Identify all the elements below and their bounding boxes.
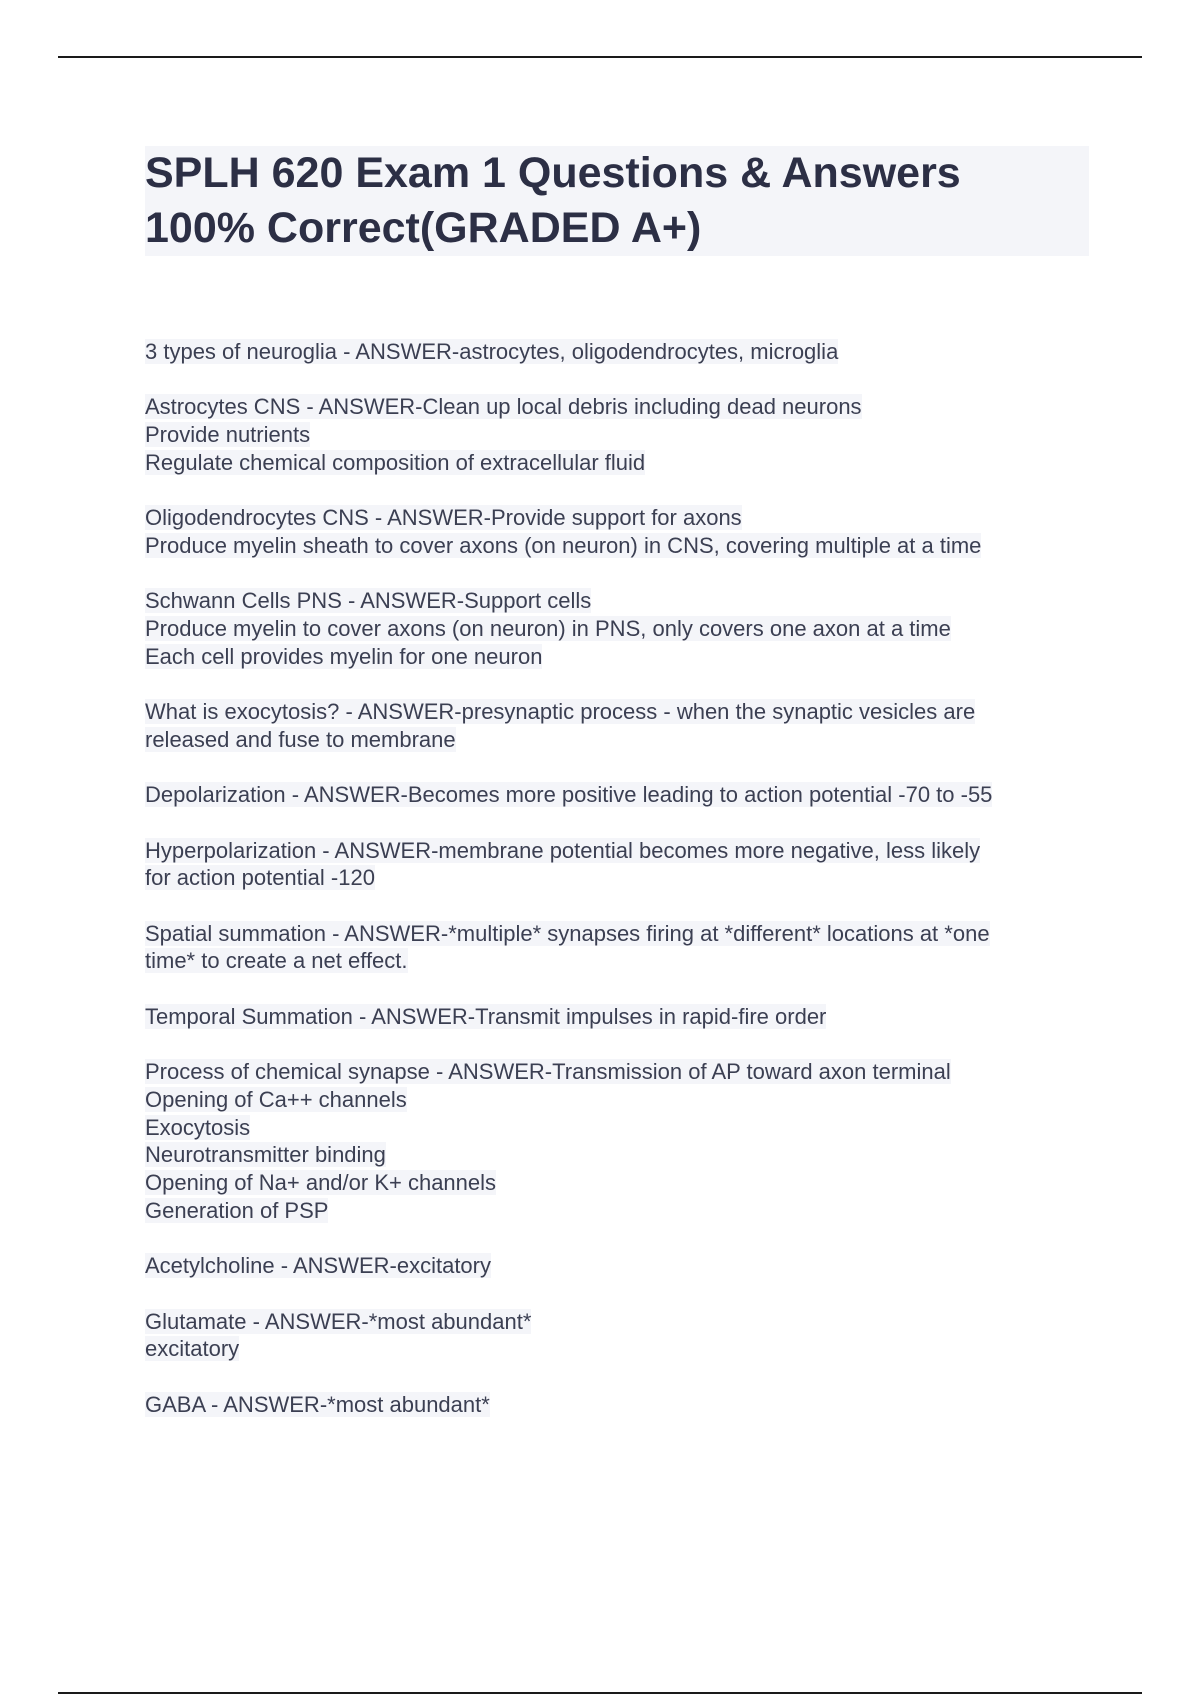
qa-text: time* to create a net effect. <box>145 948 408 974</box>
qa-entry <box>145 1308 1095 1364</box>
qa-text: Generation of PSP <box>145 1198 329 1224</box>
qa-question-line <box>145 698 1095 726</box>
qa-text: GABA - ANSWER-*most abundant* <box>145 1391 490 1417</box>
qa-answer-line <box>145 449 1095 477</box>
qa-question-line <box>145 338 1095 366</box>
qa-question-line <box>145 1252 1095 1280</box>
qa-answer-line <box>145 1141 1095 1169</box>
qa-answer-line <box>145 643 1095 671</box>
qa-entry <box>145 587 1095 670</box>
qa-answer-line <box>145 615 1095 643</box>
qa-question-line <box>145 1391 1095 1419</box>
qa-text: Opening of Ca++ channels <box>145 1086 407 1112</box>
qa-text: Each cell provides myelin for one neuron <box>145 643 543 669</box>
qa-text: Glutamate - ANSWER-*most abundant* <box>145 1308 532 1334</box>
qa-text: for action potential -120 <box>145 865 375 891</box>
qa-text: Astrocytes CNS - ANSWER-Clean up local debris including dead neurons <box>145 394 862 420</box>
qa-question-line <box>145 504 1095 532</box>
qa-text: Process of chemical synapse - ANSWER-Transmission of AP toward axon terminal <box>145 1059 951 1085</box>
qa-text: Temporal Summation - ANSWER-Transmit impulses in rapid-fire order <box>145 1003 827 1029</box>
qa-question-line <box>145 587 1095 615</box>
qa-text: Hyperpolarization - ANSWER-membrane potential becomes more negative, less likely <box>145 837 981 863</box>
qa-entry <box>145 504 1095 560</box>
qa-answer-line <box>145 1169 1095 1197</box>
qa-text: Acetylcholine - ANSWER-excitatory <box>145 1253 491 1279</box>
qa-text: Exocytosis <box>145 1114 251 1140</box>
qa-text: Schwann Cells PNS - ANSWER-Support cells <box>145 588 592 614</box>
qa-entry <box>145 1058 1095 1225</box>
top-rule <box>58 56 1142 58</box>
qa-entry <box>145 1391 1095 1419</box>
qa-question-line <box>145 1058 1095 1086</box>
qa-question-line <box>145 1003 1095 1031</box>
qa-entry <box>145 393 1095 476</box>
qa-text: Regulate chemical composition of extracellular fluid <box>145 449 646 475</box>
qa-text: 3 types of neuroglia - ANSWER-astrocytes, oligodendrocytes, microglia <box>145 339 839 364</box>
qa-answer-line <box>145 421 1095 449</box>
qa-list <box>145 338 1095 1446</box>
qa-question-line <box>145 920 1095 948</box>
title-line: 100% Correct(GRADED A+) <box>145 204 702 252</box>
bottom-rule <box>58 1692 1142 1694</box>
qa-answer-line <box>145 864 1095 892</box>
qa-answer-line <box>145 1086 1095 1114</box>
qa-text: What is exocytosis? - ANSWER-presynaptic process - when the synaptic vesicles are <box>145 699 976 725</box>
qa-question-line <box>145 393 1095 421</box>
qa-text: Neurotransmitter binding <box>145 1142 386 1168</box>
qa-text: excitatory <box>145 1336 240 1362</box>
qa-answer-line <box>145 532 1095 560</box>
qa-entry <box>145 837 1095 893</box>
qa-question-line <box>145 1308 1095 1336</box>
qa-text: Spatial summation - ANSWER-*multiple* synapses firing at *different* locations at *one <box>145 920 990 946</box>
qa-question-line <box>145 781 1095 809</box>
qa-entry <box>145 920 1095 976</box>
qa-text: Opening of Na+ and/or K+ channels <box>145 1170 497 1196</box>
title-line: SPLH 620 Exam 1 Questions & Answers <box>145 149 961 197</box>
qa-answer-line <box>145 726 1095 754</box>
qa-text: Oligodendrocytes CNS - ANSWER-Provide support for axons <box>145 505 742 531</box>
qa-question-line <box>145 837 1095 865</box>
qa-text: Produce myelin to cover axons (on neuron) in PNS, only covers one axon at a time <box>145 616 951 642</box>
qa-entry <box>145 338 1095 366</box>
qa-text: Provide nutrients <box>145 422 311 448</box>
qa-answer-line <box>145 1335 1095 1363</box>
qa-entry <box>145 1252 1095 1280</box>
qa-answer-line <box>145 947 1095 975</box>
qa-text: released and fuse to membrane <box>145 726 456 752</box>
qa-text: Depolarization - ANSWER-Becomes more positive leading to action potential -70 to -55 <box>145 782 993 808</box>
document-title <box>145 146 1089 256</box>
qa-entry <box>145 781 1095 809</box>
qa-entry <box>145 698 1095 754</box>
qa-entry <box>145 1003 1095 1031</box>
qa-answer-line <box>145 1197 1095 1225</box>
qa-text: Produce myelin sheath to cover axons (on neuron) in CNS, covering multiple at a time <box>145 532 982 558</box>
qa-answer-line <box>145 1114 1095 1142</box>
